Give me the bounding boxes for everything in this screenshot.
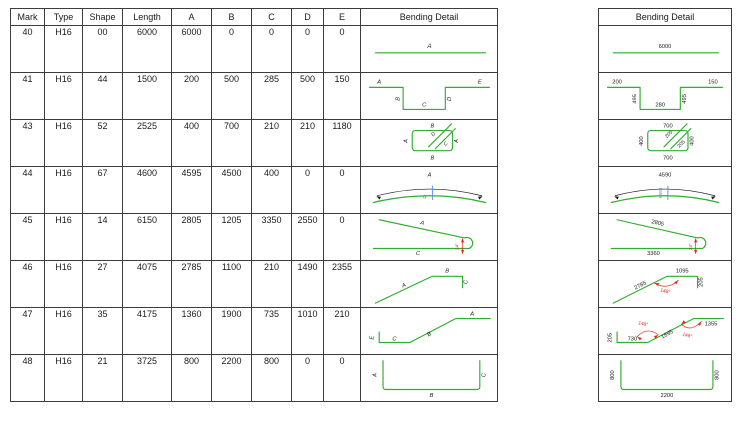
dim-label: 1095 <box>675 268 689 275</box>
D-cell: 0 <box>292 26 324 73</box>
detail-row <box>599 167 732 214</box>
type-cell: H16 <box>45 73 83 120</box>
length-cell: 2525 <box>123 120 172 167</box>
column-header: A <box>172 9 212 26</box>
column-header: Bending Detail <box>599 9 732 26</box>
arrowhead <box>461 250 464 254</box>
bar-bending-schedule-table <box>10 8 498 402</box>
C-cell: 3350 <box>252 214 292 261</box>
A-cell: 200 <box>172 73 212 120</box>
column-header: Shape <box>83 9 123 26</box>
A-cell: 800 <box>172 355 212 402</box>
B-cell: 1100 <box>212 261 252 308</box>
schedule-row <box>11 120 498 167</box>
dim-label: A <box>376 79 381 86</box>
dim-label: E <box>368 335 375 340</box>
dim-label: A <box>419 220 425 227</box>
bending-detail-cell <box>361 308 498 355</box>
arrowhead <box>698 321 703 326</box>
mark-cell: 48 <box>11 355 45 402</box>
dim-label: 4590 <box>658 172 672 179</box>
shape-cell: 67 <box>83 167 123 214</box>
dim-label: A <box>400 282 407 290</box>
A-cell: 1360 <box>172 308 212 355</box>
bending-detail-drawing <box>362 355 497 401</box>
B-cell: 2200 <box>212 355 252 402</box>
E-cell: 2355 <box>324 261 361 308</box>
bending-detail-drawing <box>600 120 730 166</box>
bending-detail-cell <box>599 214 732 261</box>
dim-label: 280 <box>655 102 666 109</box>
shape-cell: 52 <box>83 120 123 167</box>
type-cell: H16 <box>45 308 83 355</box>
bending-detail-cell <box>361 167 498 214</box>
bending-detail-drawing <box>600 167 730 213</box>
angle-label: 148° <box>681 332 693 340</box>
bending-detail-drawing <box>362 308 497 354</box>
D-cell: 500 <box>292 73 324 120</box>
dim-label: B <box>429 155 434 162</box>
mark-cell: 44 <box>11 167 45 214</box>
shape-cell: 21 <box>83 355 123 402</box>
dim-label: 205 <box>676 139 687 150</box>
rebar-shape-line <box>621 361 713 390</box>
detail-row <box>599 214 732 261</box>
dim-label: A <box>427 172 431 179</box>
mark-cell: 47 <box>11 308 45 355</box>
schedule-row <box>11 214 498 261</box>
dim-label: 205 <box>698 277 705 287</box>
bending-detail-cell <box>599 167 732 214</box>
dim-label: 730 <box>627 336 638 343</box>
bending-detail-cell <box>599 73 732 120</box>
bending-detail-cell <box>599 261 732 308</box>
header-row <box>11 9 498 26</box>
D-cell: 0 <box>292 167 324 214</box>
dim-label: A <box>453 139 460 144</box>
column-header: Mark <box>11 9 45 26</box>
dim-label: 700 <box>663 155 673 162</box>
dim-label: 6000 <box>658 44 672 51</box>
dim-label: C <box>462 280 469 285</box>
shape-cell: 27 <box>83 261 123 308</box>
dim-label: 800 <box>610 370 617 380</box>
bending-detail-drawing <box>362 120 497 166</box>
bending-detail-drawing <box>600 26 730 72</box>
schedule-row <box>11 355 498 402</box>
shape-cell: 14 <box>83 214 123 261</box>
dim-label: 700 <box>663 123 673 130</box>
C-cell: 400 <box>252 167 292 214</box>
detail-row <box>599 26 732 73</box>
bending-detail-table <box>598 8 732 402</box>
bending-detail-drawing <box>362 73 497 119</box>
rebar-shape-line <box>369 87 489 109</box>
dim-label: A <box>426 43 432 51</box>
A-cell: 2805 <box>172 214 212 261</box>
dim-label: 1355 <box>704 321 718 328</box>
A-cell: 6000 <box>172 26 212 73</box>
A-cell: 4595 <box>172 167 212 214</box>
B-cell: 1900 <box>212 308 252 355</box>
C-cell: 210 <box>252 261 292 308</box>
E-cell: 0 <box>324 26 361 73</box>
column-header: D <box>292 9 324 26</box>
bending-detail-drawing <box>600 73 730 119</box>
arrowhead <box>694 250 697 254</box>
dim-label: 1895 <box>660 329 675 341</box>
arrowhead <box>461 238 464 242</box>
length-cell: 4600 <box>123 167 172 214</box>
length-cell: 3725 <box>123 355 172 402</box>
dim-label: 3360 <box>647 251 660 258</box>
radius-label: α <box>422 193 426 201</box>
mark-cell: 45 <box>11 214 45 261</box>
C-cell: 800 <box>252 355 292 402</box>
dim-label: 400 <box>689 136 696 146</box>
bending-detail-drawing <box>600 214 730 260</box>
schedule-row <box>11 26 498 73</box>
dim-label: 495 <box>682 94 689 104</box>
length-cell: 1500 <box>123 73 172 120</box>
dim-label: B <box>425 331 433 339</box>
arrowhead <box>694 238 697 242</box>
D-cell: 0 <box>292 355 324 402</box>
detail-row <box>599 73 732 120</box>
column-header: Length <box>123 9 172 26</box>
bending-detail-cell <box>361 120 498 167</box>
dim-label: 2200 <box>660 393 674 400</box>
angle-label: 24° <box>454 243 460 251</box>
dim-label: C <box>391 336 397 343</box>
dim-label: A <box>469 311 474 318</box>
B-cell: 4500 <box>212 167 252 214</box>
length-cell: 6150 <box>123 214 172 261</box>
bending-detail-drawing <box>600 261 730 307</box>
schedule-row <box>11 73 498 120</box>
E-cell: 0 <box>324 214 361 261</box>
dim-label: D <box>429 131 437 139</box>
dim-label: 400 <box>638 136 645 146</box>
E-cell: 150 <box>324 73 361 120</box>
E-cell: 0 <box>324 355 361 402</box>
header-row <box>599 9 732 26</box>
dim-label: 495 <box>632 94 639 104</box>
rebar-shape-line <box>613 276 697 303</box>
dim-label: C <box>442 140 449 148</box>
schedule-row <box>11 167 498 214</box>
right-table-head <box>599 9 732 26</box>
B-cell: 1205 <box>212 214 252 261</box>
column-header: E <box>324 9 361 26</box>
rebar-shape-line <box>383 361 480 390</box>
length-cell: 4075 <box>123 261 172 308</box>
dim-label: E <box>477 79 482 86</box>
bending-detail-cell <box>361 26 498 73</box>
bending-detail-cell <box>361 214 498 261</box>
type-cell: H16 <box>45 120 83 167</box>
bending-detail-drawing <box>362 167 497 213</box>
bending-detail-cell <box>361 355 498 402</box>
C-cell: 0 <box>252 26 292 73</box>
angle-label: 24° <box>687 243 693 251</box>
type-cell: H16 <box>45 214 83 261</box>
D-cell: 2550 <box>292 214 324 261</box>
D-cell: 1490 <box>292 261 324 308</box>
E-cell: 0 <box>324 167 361 214</box>
dim-label: D <box>446 96 453 101</box>
length-cell: 4175 <box>123 308 172 355</box>
detail-row <box>599 308 732 355</box>
dim-label: C <box>421 102 426 109</box>
left-table-head <box>11 9 498 26</box>
type-cell: H16 <box>45 26 83 73</box>
left-table-body <box>11 26 498 402</box>
bending-detail-drawing <box>362 214 497 260</box>
bending-detail-cell <box>599 120 732 167</box>
dim-label: 150 <box>708 79 718 86</box>
bending-detail-drawing <box>362 26 497 72</box>
bending-detail-drawing <box>600 308 730 354</box>
D-cell: 210 <box>292 120 324 167</box>
bending-detail-drawing <box>600 355 730 401</box>
column-header: C <box>252 9 292 26</box>
dim-label: B <box>444 268 449 275</box>
bending-detail-cell <box>599 26 732 73</box>
dimension-arc <box>377 189 481 196</box>
rebar-shape-line <box>611 196 718 203</box>
column-header: Type <box>45 9 83 26</box>
column-header: Bending Detail <box>361 9 498 26</box>
B-cell: 500 <box>212 73 252 120</box>
type-cell: H16 <box>45 167 83 214</box>
dim-label: B <box>394 96 401 101</box>
right-table-body <box>599 26 732 402</box>
detail-row <box>599 355 732 402</box>
dim-label: 2785 <box>633 280 648 292</box>
D-cell: 1010 <box>292 308 324 355</box>
shape-cell: 35 <box>83 308 123 355</box>
mark-cell: 41 <box>11 73 45 120</box>
bending-detail-cell <box>599 355 732 402</box>
E-cell: 210 <box>324 308 361 355</box>
dim-label: 205 <box>607 332 614 343</box>
dim-label: C <box>481 373 488 378</box>
C-cell: 210 <box>252 120 292 167</box>
detail-row <box>599 261 732 308</box>
dim-label: C <box>415 251 420 258</box>
bending-detail-cell <box>361 73 498 120</box>
dim-label: B <box>428 393 433 400</box>
rebar-shape-line <box>373 193 485 203</box>
mark-cell: 46 <box>11 261 45 308</box>
mark-cell: 40 <box>11 26 45 73</box>
dim-label: 200 <box>612 79 622 86</box>
length-cell: 6000 <box>123 26 172 73</box>
dim-label: A <box>402 139 409 144</box>
bending-detail-cell <box>599 308 732 355</box>
radius-label: 6593 <box>659 187 665 199</box>
dim-label: 205 <box>664 129 675 140</box>
C-cell: 285 <box>252 73 292 120</box>
type-cell: H16 <box>45 355 83 402</box>
B-cell: 0 <box>212 26 252 73</box>
dim-label: 2805 <box>650 219 665 228</box>
dimension-arc <box>615 187 715 199</box>
A-cell: 2785 <box>172 261 212 308</box>
E-cell: 1180 <box>324 120 361 167</box>
dim-label: A <box>371 373 378 378</box>
shape-cell: 00 <box>83 26 123 73</box>
detail-row <box>599 120 732 167</box>
dim-label: B <box>429 123 434 130</box>
C-cell: 735 <box>252 308 292 355</box>
arrowhead <box>674 279 679 284</box>
angle-label: 148° <box>659 287 671 296</box>
bending-detail-drawing <box>362 261 497 307</box>
schedule-row <box>11 308 498 355</box>
mark-cell: 43 <box>11 120 45 167</box>
bending-detail-cell <box>361 261 498 308</box>
schedule-row <box>11 261 498 308</box>
angle-label: 148° <box>637 321 649 329</box>
shape-cell: 44 <box>83 73 123 120</box>
column-header: B <box>212 9 252 26</box>
type-cell: H16 <box>45 261 83 308</box>
B-cell: 700 <box>212 120 252 167</box>
dim-label: 800 <box>714 370 721 380</box>
rebar-shape-line <box>375 276 462 303</box>
A-cell: 400 <box>172 120 212 167</box>
